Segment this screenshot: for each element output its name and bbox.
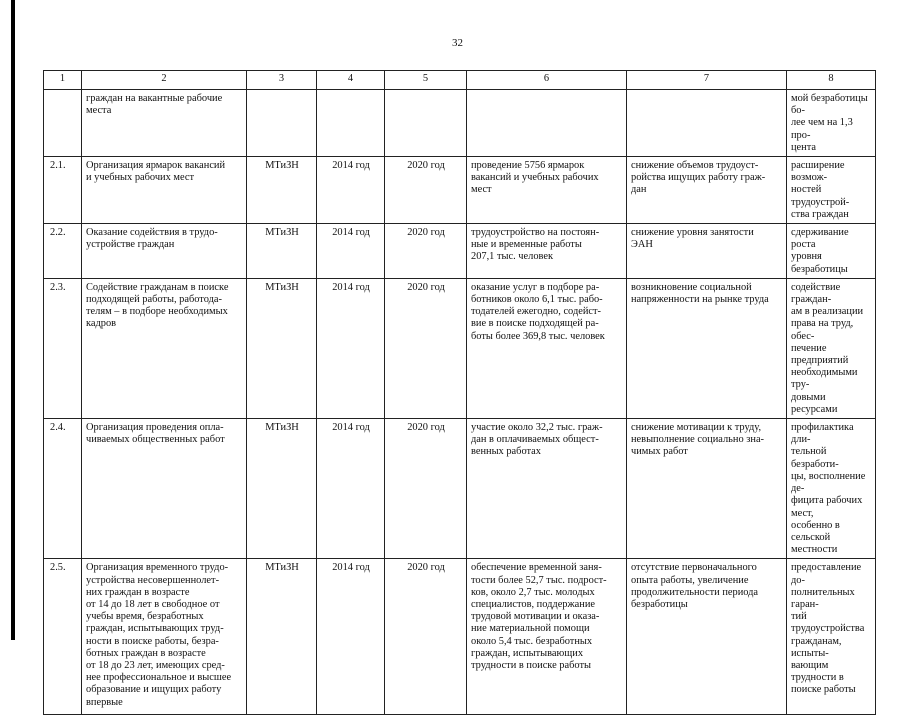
table-row	[44, 157, 876, 224]
target-link: предоставление до- полнительных гаран- тий трудоустройства гражданам, испыты- вающим трудности в поиске работы	[787, 559, 876, 715]
item-number	[44, 90, 82, 157]
expected-result: трудоустройство на постоян- ные и временные работы 207,1 тыс. человек	[467, 224, 627, 279]
item-number: 2.2.	[44, 224, 82, 279]
end-year: 2020 год	[385, 224, 467, 279]
column-header: 7	[627, 71, 787, 90]
column-header: 6	[467, 71, 627, 90]
start-year: 2014 год	[317, 157, 385, 224]
column-header: 1	[44, 71, 82, 90]
non-implementation-consequence: отсутствие первоначального опыта работы, увеличение продолжительности периода безработицы	[627, 559, 787, 715]
target-link: расширение возмож- ностей трудоустрой- ства граждан	[787, 157, 876, 224]
item-number: 2.4.	[44, 419, 82, 559]
target-link: содействие граждан- ам в реализации права на труд, обес- печение предприятий необходимыми тру- довыми ресурсами	[787, 278, 876, 418]
executor	[247, 90, 317, 157]
table-row	[44, 90, 876, 157]
measure-name: граждан на вакантные рабочие места	[82, 90, 247, 157]
expected-result: участие около 32,2 тыс. граж- дан в оплачиваемых общест- венных работах	[467, 419, 627, 559]
target-link: профилактика дли- тельной безработи- цы, восполнение де- фицита рабочих мест, особенно в сельской местности	[787, 419, 876, 559]
table-row	[44, 224, 876, 279]
start-year	[317, 90, 385, 157]
table-header-row	[44, 71, 876, 90]
expected-result: проведение 5756 ярмарок вакансий и учебных рабочих мест	[467, 157, 627, 224]
measure-name: Содействие гражданам в поиске подходящей работы, работода- телям – в подборе необходимых кадров	[82, 278, 247, 418]
executor: МТиЗН	[247, 419, 317, 559]
executor: МТиЗН	[247, 559, 317, 715]
program-table	[43, 70, 876, 715]
start-year: 2014 год	[317, 278, 385, 418]
end-year: 2020 год	[385, 559, 467, 715]
measure-name: Организация ярмарок вакансий и учебных рабочих мест	[82, 157, 247, 224]
executor: МТиЗН	[247, 157, 317, 224]
non-implementation-consequence: снижение мотивации к труду, невыполнение социально зна- чимых работ	[627, 419, 787, 559]
measure-name: Организация проведения опла- чиваемых общественных работ	[82, 419, 247, 559]
expected-result	[467, 90, 627, 157]
expected-result: обеспечение временной заня- тости более 52,7 тыс. подрост- ков, около 2,7 тыс. молодых специалистов, поддержание трудовой мотивации и оказа- ние материальной помощи около 5,4 тыс. безработных граждан, испытывающих трудности в поиске работы	[467, 559, 627, 715]
table-row	[44, 559, 876, 715]
start-year: 2014 год	[317, 224, 385, 279]
item-number: 2.1.	[44, 157, 82, 224]
column-header: 8	[787, 71, 876, 90]
end-year: 2020 год	[385, 419, 467, 559]
expected-result: оказание услуг в подборе ра- ботников около 6,1 тыс. рабо- тодателей ежегодно, содейст- вие в поиске подходящей ра- боты более 369,8 тыс. человек	[467, 278, 627, 418]
column-header: 5	[385, 71, 467, 90]
column-header: 2	[82, 71, 247, 90]
item-number: 2.5.	[44, 559, 82, 715]
executor: МТиЗН	[247, 224, 317, 279]
measure-name: Организация временного трудо- устройства несовершеннолет- них граждан в возрасте от 14 до 18 лет в свободное от учебы время, безработных граждан, испытывающих труд- ности в поиске работы, безра- ботных граждан в возрасте от 18 до 23 лет, имеющих сред- нее профессиональное и высшее образование и ищущих работу впервые	[82, 559, 247, 715]
item-number: 2.3.	[44, 278, 82, 418]
target-link: мой безработицы бо- лее чем на 1,3 про- цента	[787, 90, 876, 157]
column-header: 4	[317, 71, 385, 90]
start-year: 2014 год	[317, 419, 385, 559]
start-year: 2014 год	[317, 559, 385, 715]
page-number: 32	[452, 37, 463, 49]
non-implementation-consequence	[627, 90, 787, 157]
table-row	[44, 278, 876, 418]
target-link: сдерживание роста уровня безработицы	[787, 224, 876, 279]
binding-edge	[11, 0, 15, 640]
end-year: 2020 год	[385, 278, 467, 418]
executor: МТиЗН	[247, 278, 317, 418]
non-implementation-consequence: снижение уровня занятости ЭАН	[627, 224, 787, 279]
table-row	[44, 419, 876, 559]
non-implementation-consequence: возникновение социальной напряженности на рынке труда	[627, 278, 787, 418]
non-implementation-consequence: снижение объемов трудоуст- ройства ищущих работу граж- дан	[627, 157, 787, 224]
measure-name: Оказание содействия в трудо- устройстве граждан	[82, 224, 247, 279]
end-year	[385, 90, 467, 157]
column-header: 3	[247, 71, 317, 90]
end-year: 2020 год	[385, 157, 467, 224]
